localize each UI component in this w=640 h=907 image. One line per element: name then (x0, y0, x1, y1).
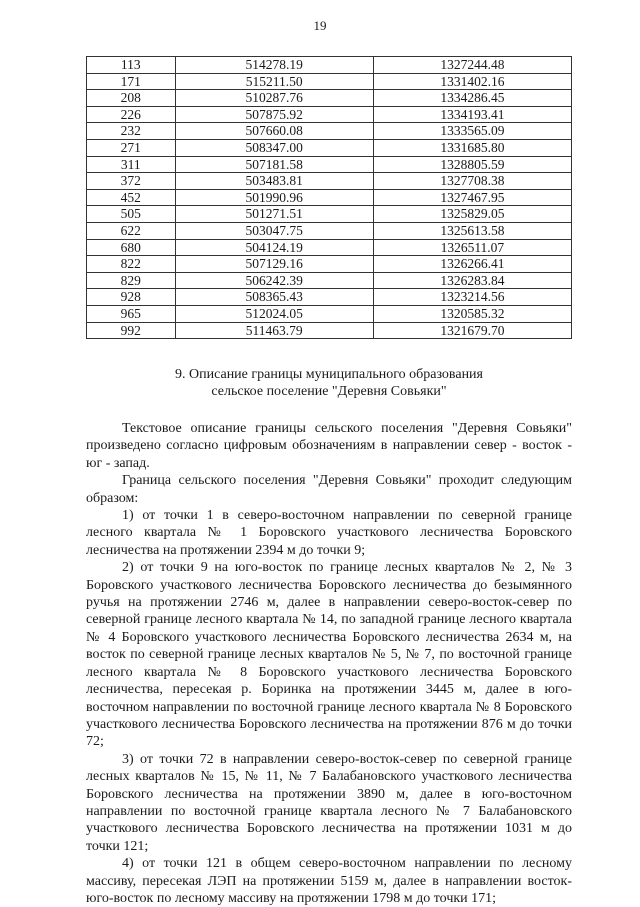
paragraph-segment-2: 2) от точки 9 на юго-восток по границе лесных кварталов № 2, № 3 Боровского участкового лесничества Боровского лесничества до безымянного ручья на протяжении 2746 м, далее в направлении северо-восток-север по северной границе лесного квартала № 14, по западной границе лесного квартала № 4 Боровского участкового лесничества Боровского лесничества 2634 м, на восток по северной границе лесных кварталов № 5, № 7, по восточной границе лесного квартала № 8 Боровского участкового лесничества Боровского лесничества, пересекая р. Боринка на протяжении 3445 м, далее в юго-восточном направлении по восточной границе лесного квартала № 8 Боровского участкового лесничества Боровского лесничества на протяжении 876 м до точки 72; (86, 560, 572, 750)
paragraph-boundary-route: Граница сельского поселения "Деревня Совьяки" проходит следующим образом: (86, 473, 572, 506)
section-heading-line1: 9. Описание границы муниципального образования (175, 367, 483, 382)
coordinate-y: 1331685.80 (373, 139, 571, 156)
point-number: 452 (87, 189, 176, 206)
coordinate-x: 507875.92 (175, 106, 373, 123)
paragraph-intro: Текстовое описание границы сельского поселения "Деревня Совьяки" произведено согласно цифровым обозначениям в направлении север - восток - юг - запад. (86, 421, 572, 471)
paragraph-segment-1: 1) от точки 1 в северо-восточном направлении по северной границе лесного квартала № 1 Боровского участкового лесничества Боровского лесничества на протяжении 2394 м до точки 9; (86, 508, 572, 558)
coordinate-x: 508347.00 (175, 139, 373, 156)
table-row (87, 73, 572, 90)
point-number: 622 (87, 222, 176, 239)
coordinate-x: 515211.50 (175, 73, 373, 90)
coordinates-table (86, 56, 572, 339)
point-number: 965 (87, 305, 176, 322)
coordinate-x: 511463.79 (175, 322, 373, 339)
table-row (87, 173, 572, 190)
table-row (87, 272, 572, 289)
table-row (87, 256, 572, 273)
table-row (87, 57, 572, 74)
coordinates-table-body (87, 57, 572, 339)
boundary-description (86, 420, 572, 907)
coordinate-x: 501271.51 (175, 206, 373, 223)
coordinate-x: 507181.58 (175, 156, 373, 173)
coordinate-y: 1327244.48 (373, 57, 571, 74)
point-number: 113 (87, 57, 176, 74)
coordinate-y: 1320585.32 (373, 305, 571, 322)
paragraph-segment-4: 4) от точки 121 в общем северо-восточном направлении по лесному массиву, пересекая ЛЭП на протяжении 5159 м, далее в направлении восток-юго-восток по лесному массиву на протяжении 1798 м до точки 171; (86, 856, 572, 906)
point-number: 208 (87, 90, 176, 107)
point-number: 992 (87, 322, 176, 339)
table-row (87, 239, 572, 256)
coordinate-y: 1327708.38 (373, 173, 571, 190)
coordinate-y: 1323214.56 (373, 289, 571, 306)
coordinate-y: 1333565.09 (373, 123, 571, 140)
coordinate-y: 1334193.41 (373, 106, 571, 123)
point-number: 372 (87, 173, 176, 190)
table-row (87, 189, 572, 206)
section-heading-line2: сельское поселение "Деревня Совьяки" (211, 384, 447, 399)
page-number: 19 (313, 18, 327, 33)
table-row (87, 90, 572, 107)
point-number: 271 (87, 139, 176, 156)
coordinate-y: 1326283.84 (373, 272, 571, 289)
table-row (87, 123, 572, 140)
table-row (87, 222, 572, 239)
table-row (87, 289, 572, 306)
coordinate-x: 501990.96 (175, 189, 373, 206)
point-number: 822 (87, 256, 176, 273)
coordinate-x: 504124.19 (175, 239, 373, 256)
coordinate-x: 514278.19 (175, 57, 373, 74)
section-heading (86, 366, 572, 400)
point-number: 171 (87, 73, 176, 90)
coordinate-y: 1328805.59 (373, 156, 571, 173)
table-row (87, 156, 572, 173)
table-row (87, 106, 572, 123)
coordinate-x: 506242.39 (175, 272, 373, 289)
coordinate-y: 1326266.41 (373, 256, 571, 273)
point-number: 311 (87, 156, 176, 173)
point-number: 928 (87, 289, 176, 306)
coordinate-x: 507129.16 (175, 256, 373, 273)
coordinate-x: 512024.05 (175, 305, 373, 322)
table-row (87, 206, 572, 223)
table-row (87, 322, 572, 339)
coordinate-x: 510287.76 (175, 90, 373, 107)
coordinate-x: 508365.43 (175, 289, 373, 306)
coordinate-y: 1325829.05 (373, 206, 571, 223)
coordinate-y: 1334286.45 (373, 90, 571, 107)
point-number: 680 (87, 239, 176, 256)
coordinate-x: 503483.81 (175, 173, 373, 190)
coordinate-y: 1326511.07 (373, 239, 571, 256)
coordinate-y: 1331402.16 (373, 73, 571, 90)
point-number: 505 (87, 206, 176, 223)
point-number: 226 (87, 106, 176, 123)
coordinate-y: 1327467.95 (373, 189, 571, 206)
coordinate-y: 1321679.70 (373, 322, 571, 339)
table-row (87, 305, 572, 322)
coordinate-x: 507660.08 (175, 123, 373, 140)
coordinate-y: 1325613.58 (373, 222, 571, 239)
coordinate-x: 503047.75 (175, 222, 373, 239)
point-number: 232 (87, 123, 176, 140)
paragraph-segment-3: 3) от точки 72 в направлении северо-восток-север по северной границе лесных кварталов № 15, № 11, № 7 Балабановского участкового лесничества Боровского лесничества на протяжении 3890 м, далее в юго-восточном направлении по восточной границе квартала лесного № 7 Балабановского участкового лесничества Боровского лесничества на протяжении 1031 м до точки 121; (86, 751, 572, 854)
point-number: 829 (87, 272, 176, 289)
table-row (87, 139, 572, 156)
